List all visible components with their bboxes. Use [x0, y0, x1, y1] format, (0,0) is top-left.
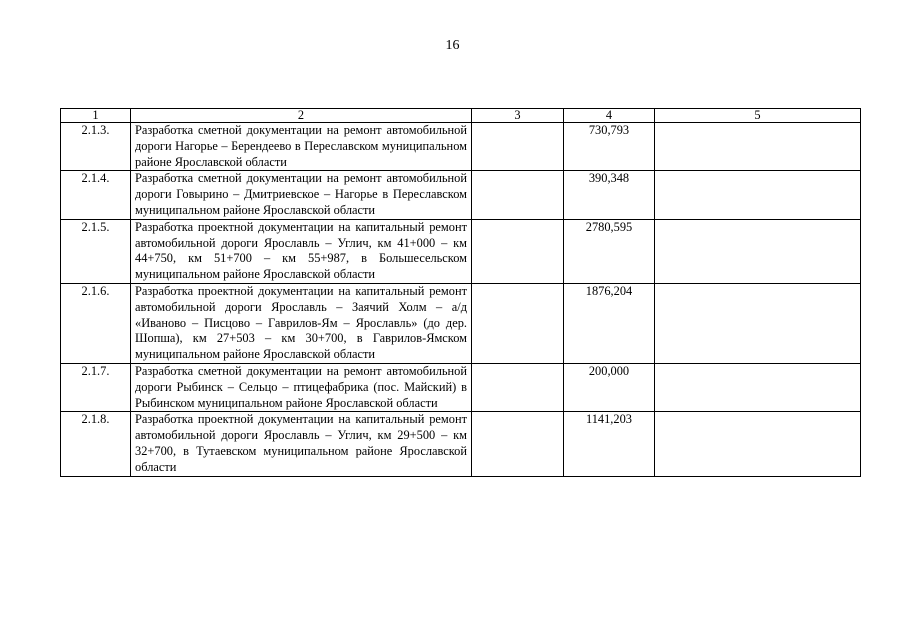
row-amount-cell: 1141,203 — [564, 412, 655, 476]
row-number-cell: 2.1.3. — [61, 123, 131, 171]
row-column-5-cell — [655, 283, 861, 363]
row-column-3-cell — [472, 412, 564, 476]
row-column-3-cell — [472, 363, 564, 411]
row-description-cell: Разработка проектной документации на капитальный ремонт автомобильной дороги Ярославль – Углич, км 29+500 – км 32+700, в Тутаевском муниципальном районе Ярославской области — [131, 412, 472, 476]
row-amount-cell: 730,793 — [564, 123, 655, 171]
row-description-cell: Разработка проектной документации на капитальный ремонт автомобильной дороги Ярославль – Углич, км 41+000 – км 44+750, км 51+700 – км 55+987, в Большесельском муниципальном районе Ярославской области — [131, 219, 472, 283]
header-cell-5: 5 — [655, 109, 861, 123]
row-column-5-cell — [655, 171, 861, 219]
row-number-cell: 2.1.6. — [61, 283, 131, 363]
table-row — [61, 412, 861, 476]
table-header-row — [61, 109, 861, 123]
header-cell-2: 2 — [131, 109, 472, 123]
row-description-cell: Разработка сметной документации на ремонт автомобильной дороги Рыбинск – Сельцо – птицефабрика (пос. Майский) в Рыбинском муниципальном районе Ярославской области — [131, 363, 472, 411]
row-amount-cell: 2780,595 — [564, 219, 655, 283]
header-cell-3: 3 — [472, 109, 564, 123]
row-column-3-cell — [472, 171, 564, 219]
row-column-3-cell — [472, 219, 564, 283]
table-row — [61, 171, 861, 219]
row-column-5-cell — [655, 123, 861, 171]
budget-table — [60, 108, 861, 477]
row-number-cell: 2.1.5. — [61, 219, 131, 283]
row-description-cell: Разработка сметной документации на ремонт автомобильной дороги Говырино – Дмитриевское – Нагорье в Переславском муниципальном районе Ярославской области — [131, 171, 472, 219]
row-description-cell: Разработка проектной документации на капитальный ремонт автомобильной дороги Ярославль – Заячий Холм – а/д «Иваново – Писцово – Гаврилов-Ям – Ярославль» (до дер. Шопша), км 27+503 – км 30+700, в Гаврилов-Ямском муниципальном районе Ярославской области — [131, 283, 472, 363]
table-row — [61, 123, 861, 171]
row-amount-cell: 390,348 — [564, 171, 655, 219]
row-amount-cell: 200,000 — [564, 363, 655, 411]
row-number-cell: 2.1.8. — [61, 412, 131, 476]
page-number: 16 — [445, 38, 460, 53]
row-column-3-cell — [472, 283, 564, 363]
table-row — [61, 363, 861, 411]
header-cell-4: 4 — [564, 109, 655, 123]
row-column-5-cell — [655, 219, 861, 283]
row-column-5-cell — [655, 363, 861, 411]
table-row — [61, 283, 861, 363]
header-cell-1: 1 — [61, 109, 131, 123]
table-row — [61, 219, 861, 283]
row-column-3-cell — [472, 123, 564, 171]
row-description-cell: Разработка сметной документации на ремонт автомобильной дороги Нагорье – Берендеево в Переславском муниципальном районе Ярославской области — [131, 123, 472, 171]
row-column-5-cell — [655, 412, 861, 476]
row-number-cell: 2.1.7. — [61, 363, 131, 411]
row-amount-cell: 1876,204 — [564, 283, 655, 363]
row-number-cell: 2.1.4. — [61, 171, 131, 219]
